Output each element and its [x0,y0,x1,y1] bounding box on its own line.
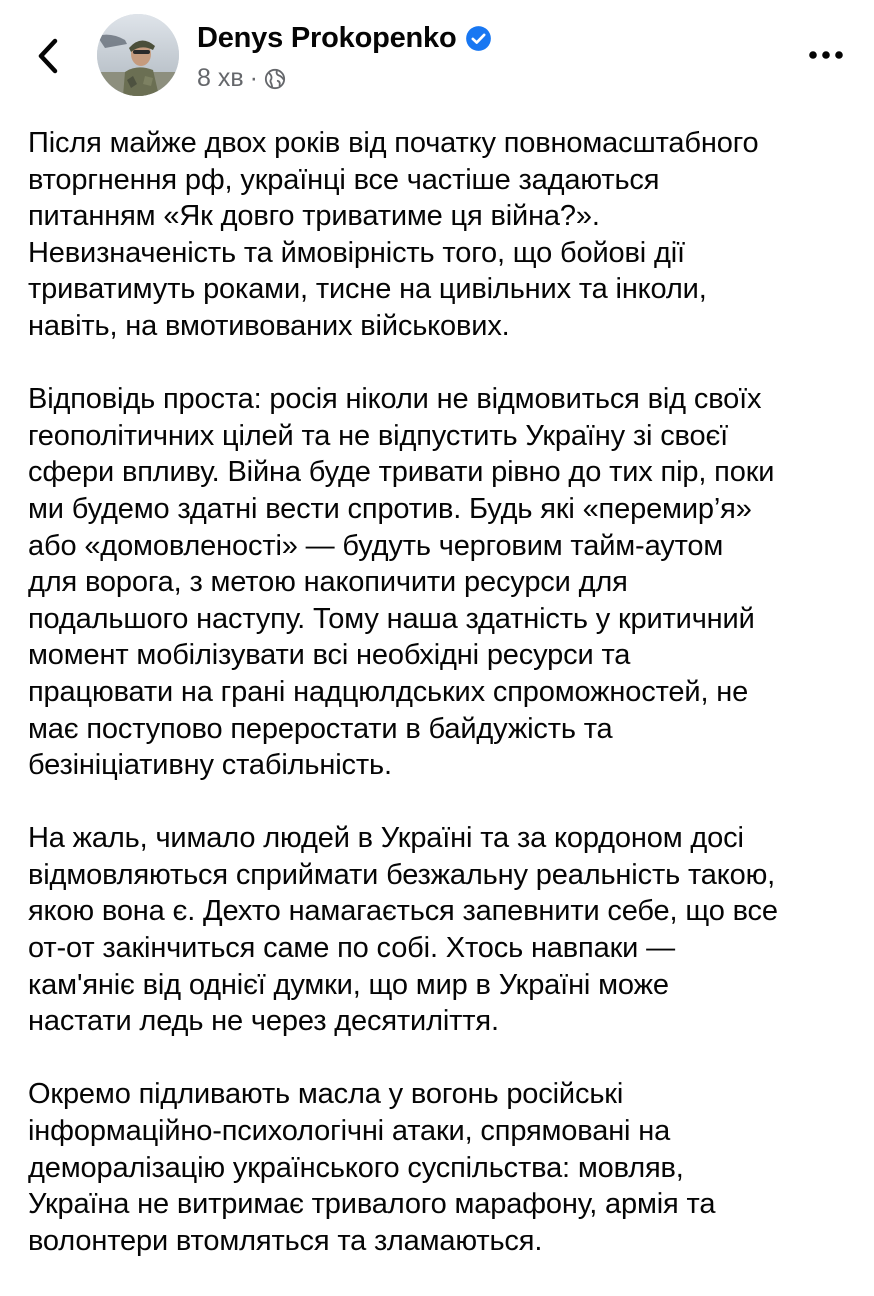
more-options-button[interactable] [806,40,846,70]
chevron-left-icon [35,38,61,74]
text-line: інформаційно-психологічні атаки, спрямовані на [28,1115,671,1148]
text-line: Відповідь проста: росія ніколи не відмовиться від своїх [28,383,762,416]
text-line: геополітичних цілей та не відпустить Україну зі своєї [28,419,729,452]
author-line [197,22,492,55]
text-line: подальшого наступу. Тому наша здатність у критичний [28,602,755,635]
post-meta [197,64,286,93]
text-line: волонтери втомляться та зламаються. [28,1224,543,1257]
text-line: для ворога, з метою накопичити ресурси для [28,566,628,599]
text-line: безініціативну стабільність. [28,749,392,782]
post-paragraph [28,820,858,1040]
text-line: вторгнення рф, українці все частіше задаються [28,163,660,196]
text-line: відмовляються сприймати безжальну реальність такою, [28,858,776,891]
globe-icon [264,68,286,90]
avatar[interactable] [97,14,179,96]
text-line: Невизначеність та ймовірність того, що бойові дії [28,236,685,269]
text-line: або «домовленості» — будуть черговим тайм-аутом [28,529,724,562]
meta-separator: · [249,64,258,92]
text-line: якою вона є. Дехто намагається запевнити себе, що все [28,895,778,928]
post-text [28,125,858,1296]
more-horizontal-icon [808,50,844,60]
post-paragraph [28,1076,858,1259]
text-line: момент мобілізувати всі необхідні ресурси та [28,639,631,672]
post-paragraph [28,125,858,345]
text-line: питанням «Як довго триватиме ця війна?». [28,200,600,233]
text-line: має поступово переростати в байдужість та [28,712,613,745]
text-line: настати ледь не через десятиліття. [28,1005,499,1038]
verified-badge-icon [465,25,492,52]
text-line: деморалізацію українського суспільства: мовляв, [28,1151,684,1184]
back-button[interactable] [28,34,68,78]
text-line: кам'яніє від однієї думки, що мир в Україні може [28,968,669,1001]
post-header [0,0,874,110]
text-line: ми будемо здатні вести спротив. Будь які «перемир’я» [28,492,752,525]
author-name[interactable]: Denys Prokopenko [197,22,457,54]
post-timestamp[interactable]: 8 хв [197,64,244,92]
text-line: триватимуть роками, тисне на цивільних та інколи, [28,273,707,306]
text-line: працювати на грані надцюлдських спроможностей, не [28,675,749,708]
text-line: навіть, на вмотивованих військових. [28,309,510,342]
text-line: сфери впливу. Війна буде тривати рівно до тих пір, поки [28,456,775,489]
text-line: На жаль, чимало людей в Україні та за кордоном досі [28,822,744,855]
text-line: Україна не витримає тривалого марафону, армія та [28,1188,716,1221]
avatar-photo [97,14,179,96]
text-line: от-от закінчиться саме по собі. Хтось навпаки — [28,932,675,965]
text-line: Окремо підливають масла у вогонь російські [28,1078,624,1111]
text-line: Після майже двох років від початку повномасштабного [28,127,759,159]
post-paragraph [28,381,858,784]
